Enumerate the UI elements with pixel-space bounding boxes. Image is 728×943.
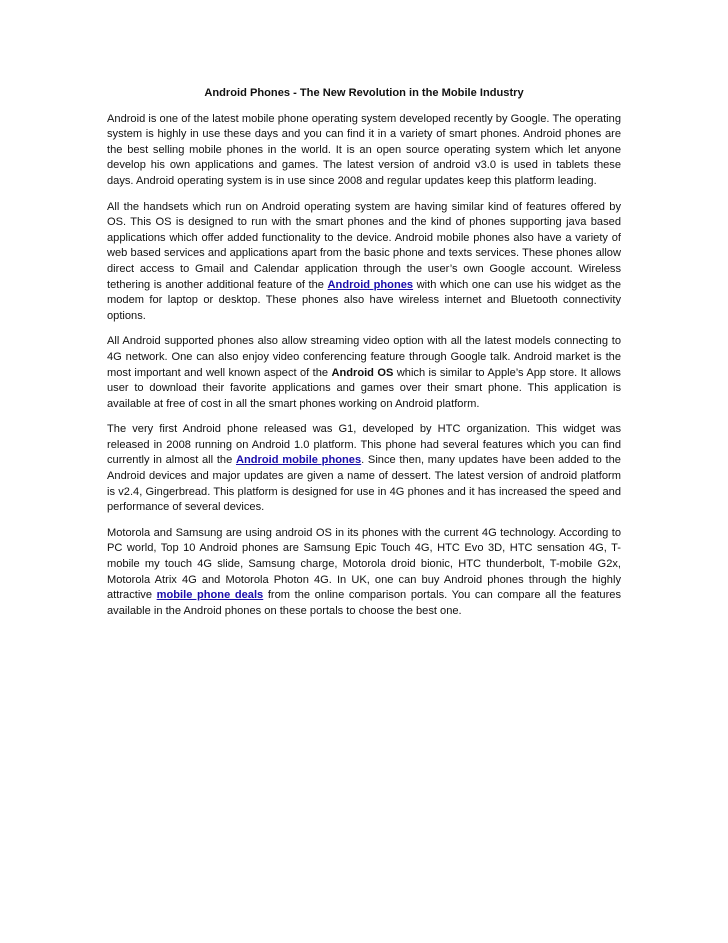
paragraph-text: Android is one of the latest mobile phone operating system developed recently by Google. The operating system is highly in use these days and you can find it in a variety of smart phones. Android phones are the best selling mobile phones in the world. It is an open source operating system which let anyone develop his own applications and games. The latest version of android v3.0 is used in tablets these days. Android operating system is in use since 2008 and regular updates keep this platform leading. <box>107 112 621 187</box>
paragraph-text: which is similar to Apple’s App store. It allows user to download their favorite applications and games over their smart phone. This application is available at free of cost in all the smart phones working on Android platform. <box>107 366 621 410</box>
paragraph-text: . Since then, many updates have been added to the Android devices and major updates are given a name of dessert. The latest version of android platform is v2.4, Gingerbread. This platform is designed for use in 4G phones and it has increased the speed and performance of several devices. <box>107 454 621 514</box>
paragraph-manufacturers <box>107 526 621 620</box>
paragraph-text: The very first Android phone released was G1, developed by HTC organization. This widget was released in 2008 running on Android 1.0 platform. This phone had several features which you can find currently in almost all the <box>107 423 621 467</box>
paragraph-text: from the online comparison portals. You can compare all the features available in the Android phones on these portals to choose the best one. <box>107 589 621 617</box>
paragraph-text: Motorola and Samsung are using android OS in its phones with the current 4G technology. According to PC world, Top 10 Android phones are Samsung Epic Touch 4G, HTC Evo 3D, HTC sensation 4G, T-mobile my touch 4G slide, Samsung charge, Motorola droid bionic, HTC thunderbolt, T-mobile G2x, Motorola Atrix 4G and Motorola Photon 4G. In UK, one can buy Android phones through the highly attractive <box>107 526 621 602</box>
document-page <box>107 86 621 629</box>
mobile-phone-deals-link[interactable]: mobile phone deals <box>156 589 264 602</box>
paragraph-text: with which one can use his widget as the modem for laptop or desktop. These phones also have wireless internet and Bluetooth connectivity options. <box>107 278 621 322</box>
paragraph-intro <box>107 112 621 190</box>
paragraph-text: All the handsets which run on Android operating system are having similar kind of features offered by OS. This OS is designed to run with the smart phones and the kind of phones supporting java based applications which offer added functionality to the device. Android mobile phones also have a variety of web based services and applications apart from the basic phone and texts services. These phones allow direct access to Gmail and Calendar application through the user’s own Google account. Wireless tethering is another additional feature of the <box>107 200 621 291</box>
android-os-bold: Android OS <box>331 366 394 379</box>
paragraph-history <box>107 422 621 516</box>
paragraph-text: All Android supported phones also allow streaming video option with all the latest models connecting to 4G network. One can also enjoy video conferencing feature through Google talk. Android market is the most important and well known aspect of the <box>107 335 621 379</box>
android-phones-link[interactable]: Android phones <box>327 278 414 291</box>
paragraph-streaming <box>107 334 621 412</box>
android-mobile-phones-link[interactable]: Android mobile phones <box>235 454 362 467</box>
paragraph-features <box>107 200 621 325</box>
document-title: Android Phones - The New Revolution in the Mobile Industry <box>204 87 524 99</box>
